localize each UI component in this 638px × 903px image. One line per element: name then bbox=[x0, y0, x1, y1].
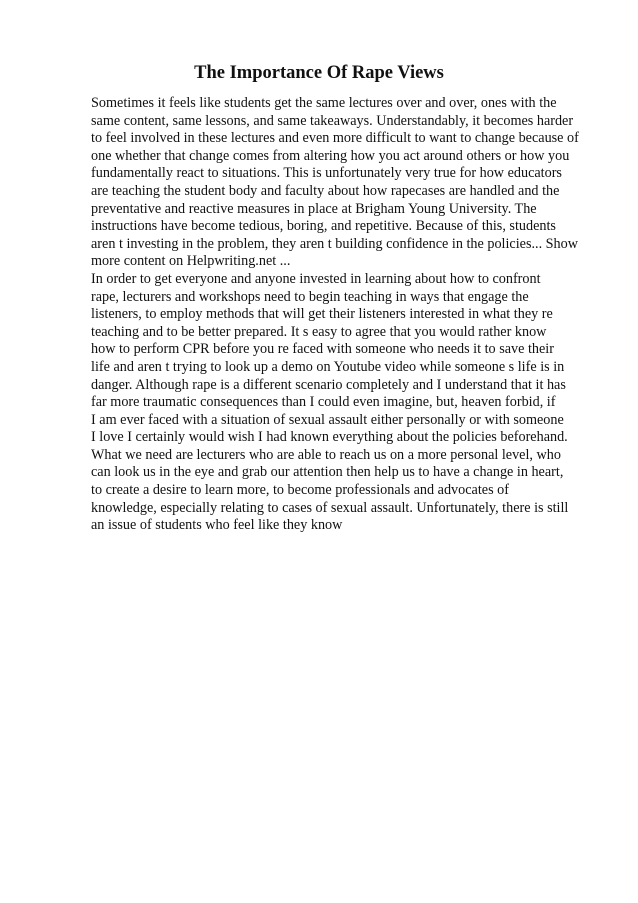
body-line: far more traumatic consequences than I could even imagine, but, heaven forbid, if bbox=[91, 394, 556, 411]
body-line: What we need are lecturers who are able to reach us on a more personal level, who bbox=[91, 446, 561, 463]
body-line: are teaching the student body and faculty about how rapecases are handled and the bbox=[91, 182, 560, 199]
body-line: rape, lecturers and workshops need to begin teaching in ways that engage the bbox=[91, 288, 529, 305]
body-line: Sometimes it feels like students get the same lectures over and over, ones with the bbox=[91, 95, 557, 111]
body-line: life and aren t trying to look up a demo on Youtube video while someone s life is in bbox=[91, 358, 565, 375]
body-line: same content, same lessons, and same takeaways. Understandably, it becomes harder bbox=[91, 112, 574, 129]
body-line: aren t investing in the problem, they aren t building confidence in the policies... Show bbox=[91, 235, 578, 252]
body-line: instructions have become tedious, boring, and repetitive. Because of this, students bbox=[91, 218, 556, 235]
body-line: teaching and to be better prepared. It s easy to agree that you would rather know bbox=[91, 323, 547, 340]
document-title: The Importance Of Rape Views bbox=[194, 63, 444, 83]
body-line: In order to get everyone and anyone invested in learning about how to confront bbox=[91, 270, 541, 287]
body-line: to create a desire to learn more, to become professionals and advocates of bbox=[91, 482, 509, 499]
body-line: one whether that change comes from altering how you act around others or how you bbox=[91, 147, 570, 164]
body-line: more content on Helpwriting.net ... bbox=[91, 253, 291, 270]
body-line: to feel involved in these lectures and even more difficult to want to change because of bbox=[91, 130, 579, 147]
body-line: danger. Although rape is a different scenario completely and I understand that it has bbox=[91, 376, 566, 393]
body-line: I am ever faced with a situation of sexual assault either personally or with someone bbox=[91, 411, 564, 428]
body-line: fundamentally react to situations. This is unfortunately very true for how educators bbox=[91, 165, 562, 182]
body-line: can look us in the eye and grab our attention then help us to have a change in heart, bbox=[91, 464, 564, 481]
body-line: listeners, to employ methods that will get their listeners interested in what they re bbox=[91, 306, 553, 323]
body-line: I love I certainly would wish I had known everything about the policies beforehand. bbox=[91, 429, 568, 446]
body-line: knowledge, especially relating to cases of sexual assault. Unfortunately, there is still bbox=[91, 499, 569, 516]
document-body bbox=[91, 95, 601, 535]
body-line: how to perform CPR before you re faced with someone who needs it to save their bbox=[91, 341, 554, 358]
body-line: preventative and reactive measures in place at Brigham Young University. The bbox=[91, 200, 537, 217]
body-line: an issue of students who feel like they know bbox=[91, 517, 343, 534]
